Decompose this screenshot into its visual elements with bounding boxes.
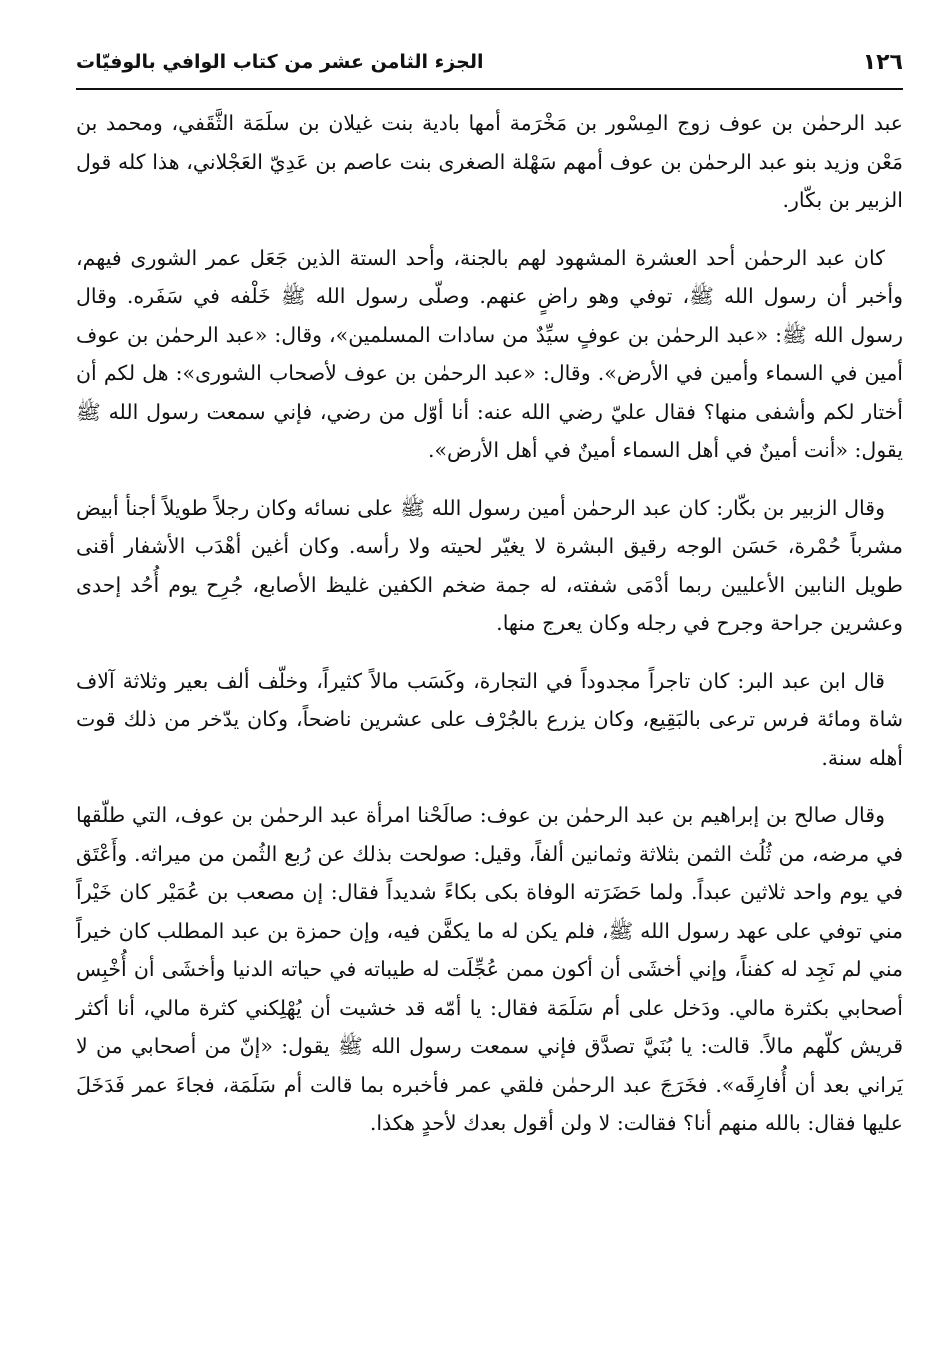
page-header: [76, 38, 903, 86]
paragraph: وقال صالح بن إبراهيم بن عبد الرحمٰن بن عوف: صالَحْنا امرأة عبد الرحمٰن بن عوف، التي طلّقها في مرضه، من ثُلُث الثمن بثلاثة وثمانين ألفاً، وقيل: صولحت بذلك عن رُبع الثُمن من ميراثه. وأَعْتَق في يوم واحد ثلاثين عبداً. ولما حَضَرَته الوفاة بكى بكاءً شديداً فقال: إن مصعب بن عُمَيْر كان خَيْراً مني توفي على عهد رسول الله ﷺ، فلم يكن له ما يكفَّن فيه، وإن حمزة بن عبد المطلب كان خيراً مني لم نَجِد له كفناً، وإني أخشَى أن أكون ممن عُجِّلَت له طيباته في حياته الدنيا وأخشَى أن أُخْبِس أصحابي بكثرة مالي. ودَخل على أم سَلَمَة فقال: يا أمّه قد خشيت أن يُهْلِكني كثرة مالي، أنا أكثر قريش كلّهم مالاً. قالت: يا بُنَيَّ تصدَّق فإني سمعت رسول الله ﷺ يقول: «إنّ من أصحابي من لا يَراني بعد أن أُفارِقَه». فخَرَجَ عبد الرحمٰن فلقي عمر فأخبره بما قالت أم سَلَمَة، فجاءَ عمر فَدَخَلَ عليها فقال: بالله منهم أنا؟ فقالت: لا ولن أقول بعدك لأحدٍ هكذا.: [76, 803, 903, 1135]
paragraph: عبد الرحمٰن بن عوف زوج المِسْور بن مَخْرَمة أمها بادية بنت غيلان بن سلَمَة الثَّقَفي، ومحمد بن مَعْن وزيد بنو عبد الرحمٰن بن عوف أمهم سَهْلة الصغرى بنت عاصم بن عَدِيّ العَجْلاني، هذا كله قول الزبير بن بكّار.: [76, 111, 903, 212]
page-number: ١٢٦: [862, 49, 903, 75]
paragraph: وقال الزبير بن بكّار: كان عبد الرحمٰن أمين رسول الله ﷺ على نسائه وكان رجلاً طويلاً أجنأ أبيض مشرباً حُمْرة، حَسَن الوجه رقيق البشرة لا يغيّر لحيته ولا رأسه. وكان أغين أهْدَب الأشفار أقنى طويل النابين الأعليين ربما أدْمَى شفته، له جمة ضخم الكفين غليظ الأصابع، جُرِح يوم أُحُد إحدى وعشرين جراحة وجرح في رجله وكان يعرج منها.: [76, 495, 903, 635]
body-text: [76, 104, 903, 1162]
running-title: الجزء الثامن عشر من كتاب الوافي بالوفيّات: [76, 51, 484, 73]
paragraph: كان عبد الرحمٰن أحد العشرة المشهود لهم بالجنة، وأحد الستة الذين جَعَل عمر الشورى فيهم، وأخبر أن رسول الله ﷺ، توفي وهو راضٍ عنهم. وصلّى رسول الله ﷺ خَلْفه في سَفَره. وقال رسول الله ﷺ: «عبد الرحمٰن بن عوفٍ سيِّدٌ من سادات المسلمين»، وقال: «عبد الرحمٰن بن عوف أمين في السماء وأمين في الأرض». وقال: «عبد الرحمٰن بن عوف لأصحاب الشورى»: هل لكم أن أختار لكم وأشفى منها؟ فقال عليّ رضي الله عنه: أنا أوّل من رضي، فإني سمعت رسول الله ﷺ يقول: «أنت أمينٌ في أهل السماء أمينٌ في أهل الأرض».: [76, 245, 903, 462]
header-divider: [76, 88, 903, 90]
paragraph: قال ابن عبد البر: كان تاجراً مجدوداً في التجارة، وكَسَب مالاً كثيراً، وخلّف ألف بعير وثلاثة آلاف شاة ومائة فرس ترعى بالبَقِيع، وكان يزرع بالجُرْف على عشرين ناضحاً، وكان يدّخر من ذلك قوت أهله سنة.: [76, 668, 903, 770]
